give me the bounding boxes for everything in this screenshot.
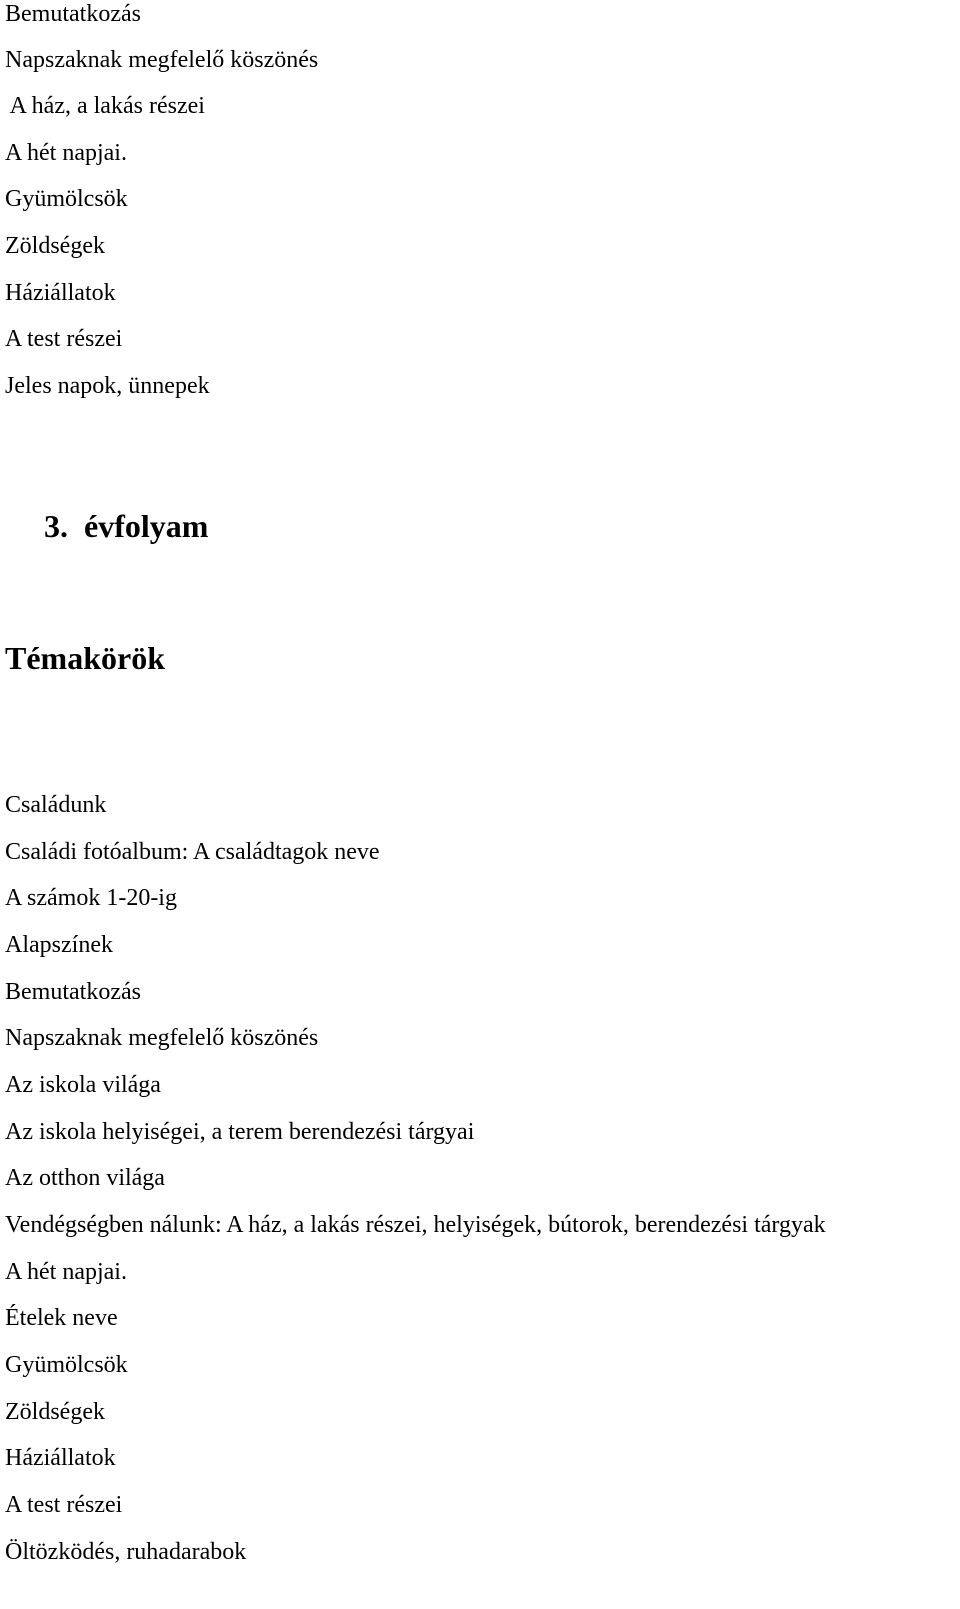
- list-item: Vendégségben nálunk: A ház, a lakás részei, helyiségek, bútorok, berendezési tárgyak: [5, 1212, 826, 1238]
- grade-number: 3.: [44, 508, 68, 544]
- list-item: Napszaknak megfelelő köszönés: [5, 1025, 319, 1051]
- list-item: Az iskola helyiségei, a terem berendezési tárgyai: [5, 1119, 475, 1145]
- list-item: Családi fotóalbum: A családtagok neve: [5, 839, 380, 865]
- list-item: Ételek neve: [5, 1305, 118, 1331]
- list-item: Az otthon világa: [5, 1165, 165, 1191]
- topics-heading: Témakörök: [5, 640, 165, 676]
- grade-heading: [44, 508, 208, 544]
- list-item: Az iskola világa: [5, 1072, 161, 1098]
- list-item: Zöldségek: [5, 233, 105, 259]
- list-item: A ház, a lakás részei: [5, 93, 205, 119]
- list-item: A számok 1-20-ig: [5, 885, 177, 911]
- list-item: Zöldségek: [5, 1399, 105, 1425]
- list-item: Alapszínek: [5, 932, 113, 958]
- list-item: Bemutatkozás: [5, 1, 141, 27]
- grade-label: évfolyam: [84, 508, 209, 544]
- list-item: A test részei: [5, 326, 123, 352]
- list-item: Öltözködés, ruhadarabok: [5, 1539, 247, 1565]
- list-item: Napszaknak megfelelő köszönés: [5, 47, 319, 73]
- list-item: A test részei: [5, 1492, 123, 1518]
- list-item: Családunk: [5, 792, 107, 818]
- list-item: Háziállatok: [5, 1445, 116, 1471]
- list-item: Jeles napok, ünnepek: [5, 373, 210, 399]
- list-item: A hét napjai.: [5, 140, 127, 166]
- list-item: Háziállatok: [5, 280, 116, 306]
- list-item: Gyümölcsök: [5, 186, 128, 212]
- list-item: Bemutatkozás: [5, 979, 141, 1005]
- list-item: A hét napjai.: [5, 1259, 127, 1285]
- list-item: Gyümölcsök: [5, 1352, 128, 1378]
